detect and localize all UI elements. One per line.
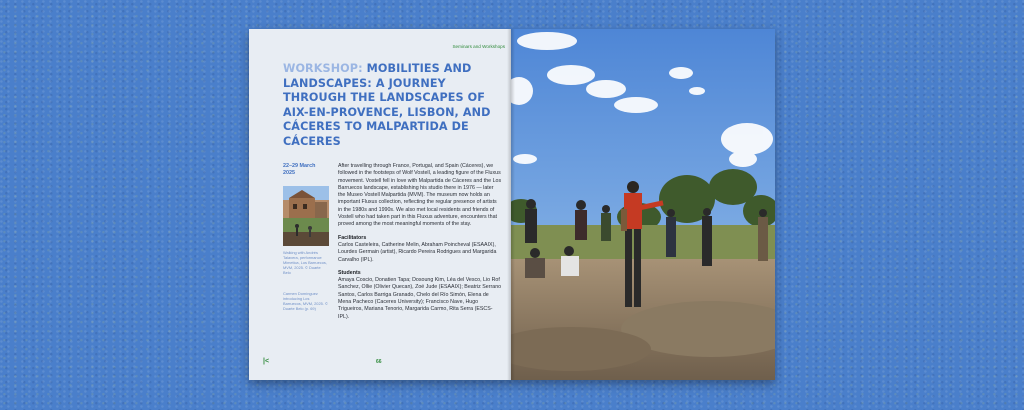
thumbnail-image [283, 186, 329, 246]
book-spread [249, 29, 775, 380]
intro-paragraph: After travelling through France, Portugal, and Spain (Cáceres), we followed in the footsteps of Wolf Vostell, a leading figure of the Fluxus movement. Vostell fell in love with Malpartida de Cáceres and the Los Barruecos landscape, establishing his studio there in 1976 — later the Museo Vostell Malpartida (MVM). The museum now holds an important Fluxus collection, reflecting the regular presence of artists in the 1980s and 1990s. We also met local residents and friends of Vostell who had taken part in this Fluxus adventure, encounters that proved among the most meaningful moments of the stay. [338, 163, 502, 228]
page-number: 66 [376, 359, 382, 365]
students-list: Amaya Coscio, Donatien Tapa; Dosoung Kim, Léa del Vesco, Lio Rof Sanchez, Ollie (Olivier Quecan), Zoé Jude (ESAAIX); Beatriz Serrano Santos, Carlos Barriga Granado, Chelo del Río Simón, Elena de Mena Pacheco (Caceres University); Francisco Nave, Hugo Trigueiros, Mariana Tenorio, Margarida Carmo, Rita Serra (ESCS-IPL). [338, 277, 502, 320]
photo-caption: Carmen Domínguez introducing Los Barruecos, MVM, 2025. © Duarte Belo (p. 69) [283, 291, 328, 311]
title-text: MOBILITIES AND LANDSCAPES: A JOURNEY THROUGH THE LANDSCAPES OF AIX-EN-PROVENCE, LISBON, AND CÁCERES TO MALPARTIDA DE CÁCERES [283, 62, 491, 148]
students-heading: Students [338, 269, 361, 276]
thumbnail-caption: Walking with Andrés Talavera, performance Mimetica, Los Barruecos, MVM, 2025. © Duarte Belo [283, 250, 327, 275]
facilitators-heading: Facilitators [338, 234, 367, 241]
page-title [283, 62, 493, 150]
body-column [338, 163, 502, 327]
event-date: 22–29 March 2025 [283, 163, 316, 177]
title-keyword: WORKSHOP: [283, 62, 363, 75]
right-page-photo [511, 29, 775, 380]
section-label: Seminars and Workshops [452, 44, 505, 49]
left-page [249, 29, 511, 380]
group-photo [511, 29, 775, 380]
facilitators-list: Carlos Casteleira, Catherine Melin, Abraham Poincheval (ESAAIX), Lourdes Germain (artist), Ricardo Pereira Rodrigues and Margarida Carvalho (IPL). [338, 241, 497, 263]
page-marker: |< [263, 358, 270, 365]
